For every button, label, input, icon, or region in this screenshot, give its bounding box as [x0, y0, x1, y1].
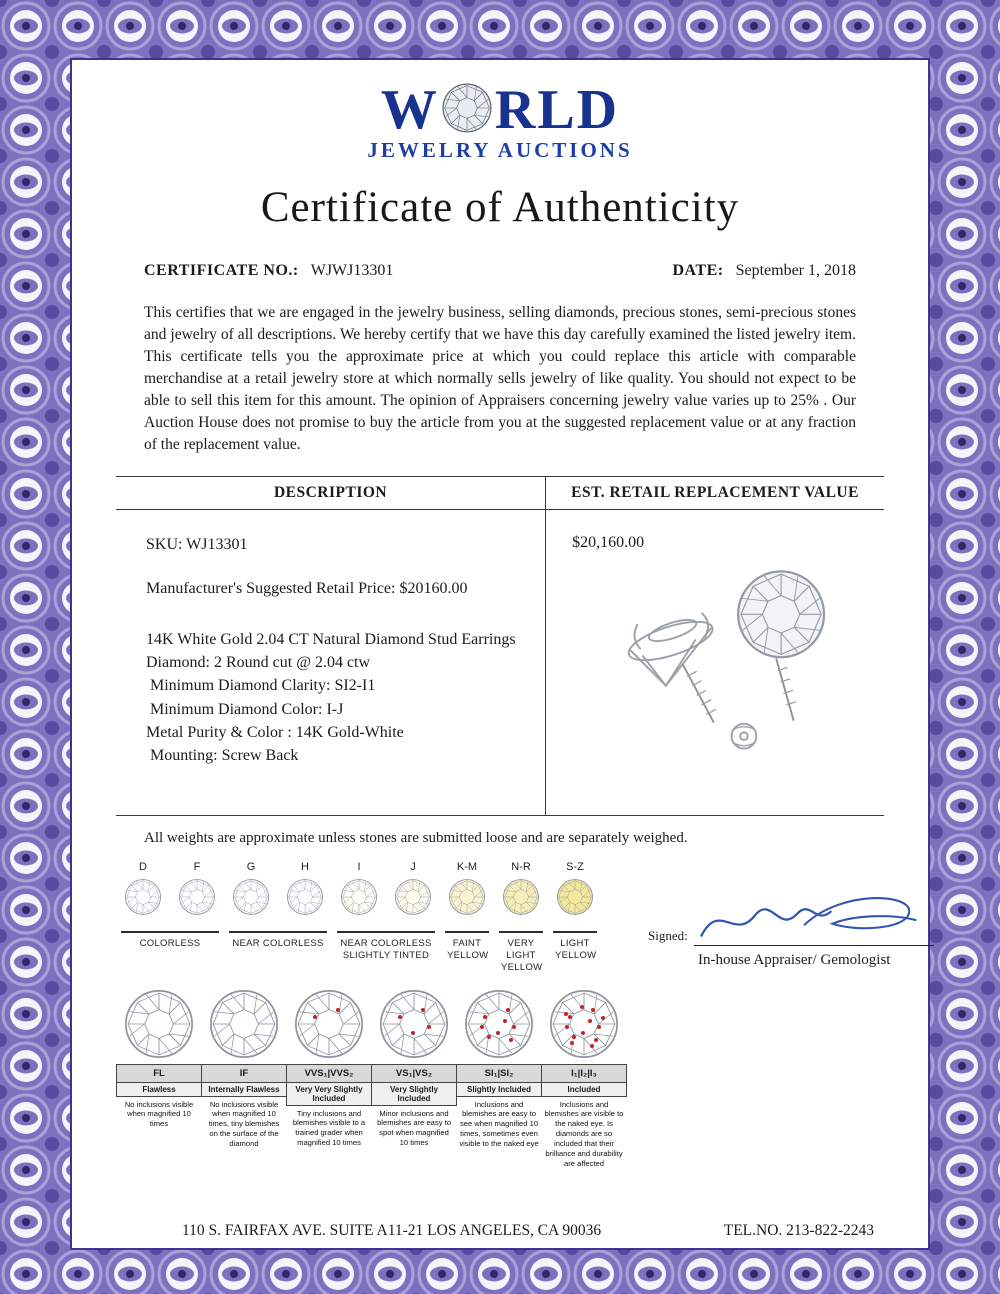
color-grade-letter: K-M	[456, 861, 478, 873]
clarity-grade: VVS₁|VVS₂	[286, 1064, 372, 1083]
diamond-clarity-scale	[116, 988, 884, 1169]
diamond-color-scale	[116, 861, 602, 974]
color-grade-stone-icon	[232, 878, 270, 916]
description-column-header: DESCRIPTION	[116, 477, 546, 509]
brand-word-end: RLD	[494, 79, 620, 141]
color-grade-letter: F	[193, 861, 201, 873]
clarity-column	[371, 988, 457, 1169]
clarity-grade-description: Tiny inclusions and blemishes visible to a trained grader when magnified 10 times	[292, 1108, 366, 1148]
color-grade-cell	[386, 861, 440, 921]
clarity-stone-icon	[123, 988, 195, 1060]
clarity-column	[286, 988, 372, 1169]
clarity-grade-description: Inclusions and blemishes are visible to the naked eye. Is diamonds are so included that their brilliance and durability are affected	[544, 1099, 624, 1168]
color-grade-stone-icon	[394, 878, 432, 916]
color-grade-letter: J	[410, 861, 416, 873]
clarity-grade-description: No inclusions visible when magnified 10 times, tiny blemishes on the surface of the diamond	[208, 1099, 280, 1149]
brand-word-start: W	[380, 79, 439, 141]
color-grade-letter: I	[357, 861, 361, 873]
brand-subtitle: JEWELRY AUCTIONS	[367, 138, 633, 162]
clarity-stone-icon	[208, 988, 280, 1060]
signature-block	[648, 887, 934, 969]
certification-statement: This certifies that we are engaged in the jewelry business, selling diamonds, precious stones, semi-precious stones and jewelry of all descriptions. We hereby certify that we have this day carefully examined the listed jewelry item. This certificate tells you the approximate price at which you could replace this article with comparable merchandise at a retail jewelry store at which normally sells jewelry of like quality. You should not expect to be able to sell this item for this amount. The opinion of Appraisers concerning jewelry value varies up to 25% . Our Auction House does not promise to buy the article from you at the suggested replacement value or at any fraction of the replacement value.	[144, 304, 856, 453]
color-group: FAINT YELLOW	[445, 931, 489, 974]
clarity-grade: VS₁|VS₂	[371, 1064, 457, 1083]
color-group: LIGHT YELLOW	[553, 931, 597, 974]
msrp-line: Manufacturer's Suggested Retail Price: $20160.00	[146, 580, 468, 597]
clarity-grade-name: Very Very Slightly Included	[286, 1083, 372, 1106]
footer-phone: TEL.NO. 213-822-2243	[723, 1222, 874, 1239]
appraisal-table-header	[116, 477, 884, 510]
color-grade-cell	[548, 861, 602, 921]
clarity-grade-name: Very Slightly Included	[371, 1083, 457, 1106]
color-grade-cells	[116, 861, 602, 921]
clarity-grade-name: Included	[541, 1083, 627, 1097]
certificate-sheet	[70, 58, 930, 1250]
earrings-photo	[572, 560, 874, 765]
detail-line: 14K White Gold 2.04 CT Natural Diamond Stud Earrings	[146, 631, 516, 648]
color-grade-cell	[224, 861, 278, 921]
color-grade-stone-icon	[124, 878, 162, 916]
footer	[116, 1222, 884, 1240]
brand-logo	[116, 79, 884, 162]
sku-line: SKU: WJ13301	[146, 536, 248, 553]
detail-line: Diamond: 2 Round cut @ 2.04 ctw	[146, 654, 371, 672]
footer-address: 110 S. FAIRFAX AVE. SUITE A11-21 LOS ANGELES, CA 90036	[182, 1222, 602, 1239]
color-grade-stone-icon	[178, 878, 216, 916]
clarity-grade: SI₁|SI₂	[456, 1064, 542, 1083]
color-grade-letter: H	[301, 861, 309, 873]
appraiser-title: In-house Appraiser/ Gemologist	[698, 952, 891, 968]
weights-note: All weights are approximate unless stones are submitted loose and are separately weighed.	[144, 830, 688, 846]
description-cell	[116, 510, 546, 815]
clarity-column	[456, 988, 542, 1169]
clarity-grade-name: Flawless	[116, 1083, 202, 1097]
color-grade-letter: D	[139, 861, 147, 873]
certificate-number	[144, 262, 393, 280]
clarity-stone-icon	[293, 988, 365, 1060]
color-grade-letter: N-R	[511, 861, 531, 873]
diamond-icon	[441, 82, 493, 134]
color-grade-cell	[116, 861, 170, 921]
clarity-grade: FL	[116, 1064, 202, 1083]
brand-wordmark	[116, 79, 884, 141]
color-grade-stone-icon	[286, 878, 324, 916]
color-grade-letter: G	[246, 861, 256, 873]
color-group: NEAR COLORLESS	[229, 931, 327, 974]
date-value: September 1, 2018	[735, 262, 856, 279]
clarity-column	[116, 988, 202, 1169]
certificate-number-value: WJWJ13301	[310, 262, 394, 279]
color-group: COLORLESS	[121, 931, 219, 974]
color-grade-cell	[332, 861, 386, 921]
diamond-earrings-illustration	[598, 560, 848, 760]
certificate-meta	[144, 262, 856, 280]
detail-line: Mounting: Screw Back	[146, 746, 299, 764]
clarity-column	[541, 988, 627, 1169]
clarity-grade: IF	[201, 1064, 287, 1083]
clarity-grade-description: Inclusions and blemishes are easy to see when magnified 10 times, sometimes even visible to the naked eye	[459, 1099, 539, 1149]
color-grade-cell	[440, 861, 494, 921]
page-title: Certificate of Authenticity	[260, 184, 740, 231]
color-grade-cell	[170, 861, 224, 921]
replacement-value: $20,160.00	[572, 534, 645, 551]
certificate-date	[672, 262, 856, 280]
signed-label: Signed:	[648, 928, 688, 943]
color-group: VERY LIGHT YELLOW	[499, 931, 543, 974]
date-label: DATE:	[672, 262, 724, 279]
appraisal-table-body	[116, 510, 884, 815]
clarity-grade-description: No inclusions visible when magnified 10 times	[124, 1099, 194, 1129]
clarity-stone-icon	[463, 988, 535, 1060]
clarity-column	[201, 988, 287, 1169]
detail-line: Metal Purity & Color : 14K Gold-White	[146, 723, 404, 741]
clarity-grade-name: Slightly Included	[456, 1083, 542, 1097]
color-grade-letter: S-Z	[566, 861, 584, 873]
color-scale-and-signature	[116, 861, 891, 974]
clarity-grade-description: Minor inclusions and blemishes are easy to spot when magnified 10 times	[377, 1108, 451, 1148]
color-group-labels	[116, 931, 602, 974]
certificate-number-label: CERTIFICATE NO.:	[144, 262, 299, 279]
value-cell	[546, 510, 884, 815]
appraiser-signature	[694, 885, 934, 955]
clarity-grade-name: Internally Flawless	[201, 1083, 287, 1097]
color-group: NEAR COLORLESS SLIGHTLY TINTED	[337, 931, 435, 974]
detail-line: Minimum Diamond Clarity: SI2-I1	[146, 677, 376, 695]
color-grade-stone-icon	[502, 878, 540, 916]
color-grade-cell	[278, 861, 332, 921]
color-grade-stone-icon	[448, 878, 486, 916]
detail-line: Minimum Diamond Color: I-J	[146, 700, 344, 718]
clarity-stone-icon	[548, 988, 620, 1060]
appraisal-table	[116, 476, 884, 816]
color-grade-stone-icon	[556, 878, 594, 916]
color-grade-cell	[494, 861, 548, 921]
value-column-header: EST. RETAIL REPLACEMENT VALUE	[571, 484, 859, 501]
signature-line	[694, 887, 934, 946]
clarity-stone-icon	[378, 988, 450, 1060]
color-grade-stone-icon	[340, 878, 378, 916]
clarity-grade: I₁|I₂|I₃	[541, 1064, 627, 1083]
